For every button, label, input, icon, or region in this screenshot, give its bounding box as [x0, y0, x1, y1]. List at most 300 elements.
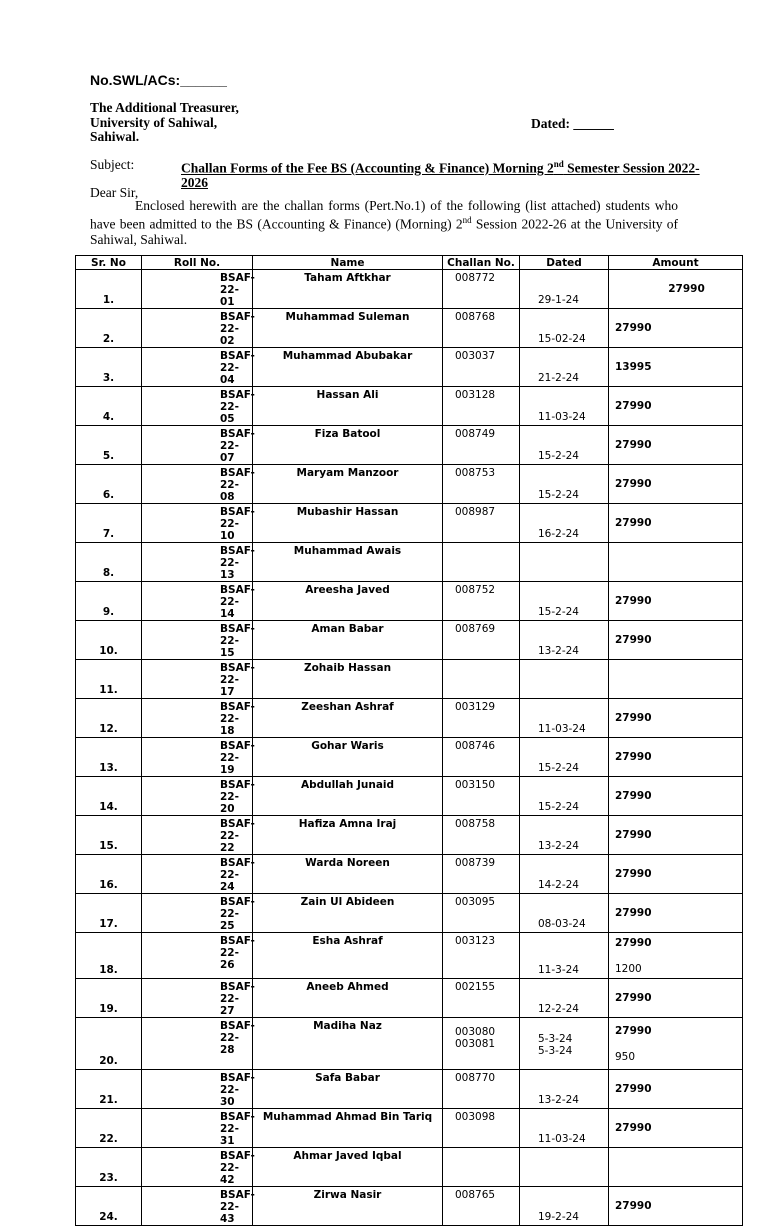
- table-body: [76, 270, 743, 1226]
- amount-value: 27990: [615, 517, 652, 529]
- student-name: Madiha Naz: [313, 1020, 382, 1032]
- date-value: 16-2-24: [538, 528, 579, 540]
- cell-dated: [520, 855, 609, 894]
- date-value: 13-2-24: [538, 645, 579, 657]
- cell-sr-no: [76, 738, 142, 777]
- cell-roll-no: [142, 894, 253, 933]
- roll-no: BSAF-22-08: [220, 467, 255, 503]
- roll-no: BSAF-22-27: [220, 981, 255, 1017]
- challan-no: 008753: [455, 467, 496, 479]
- student-name: Areesha Javed: [305, 584, 390, 596]
- cell-roll-no: [142, 660, 253, 699]
- cell-roll-no: [142, 504, 253, 543]
- student-name: Aman Babar: [311, 623, 384, 635]
- cell-sr-no: [76, 699, 142, 738]
- cell-dated: [520, 777, 609, 816]
- subject-text: [181, 157, 701, 191]
- table-row: [76, 504, 743, 543]
- student-name: Hassan Ali: [316, 389, 379, 401]
- date-value: 13-2-24: [538, 1094, 579, 1106]
- student-name: Gohar Waris: [311, 740, 384, 752]
- table-row: [76, 387, 743, 426]
- cell-roll-no: [142, 1070, 253, 1109]
- cell-name: [253, 894, 443, 933]
- cell-sr-no: [76, 465, 142, 504]
- cell-dated: [520, 1018, 609, 1070]
- sr-no: 22.: [99, 1133, 118, 1145]
- student-name: Fiza Batool: [314, 428, 381, 440]
- cell-amount: [609, 1148, 743, 1187]
- cell-sr-no: [76, 1109, 142, 1148]
- amount-value: 27990: [668, 283, 705, 295]
- cell-sr-no: [76, 387, 142, 426]
- date-value: 11-3-24: [538, 964, 579, 976]
- cell-roll-no: [142, 933, 253, 979]
- addressee-line: Sahiwal.: [90, 129, 140, 144]
- table-row: [76, 979, 743, 1018]
- cell-name: [253, 621, 443, 660]
- cell-challan-no: [443, 582, 520, 621]
- cell-sr-no: [76, 816, 142, 855]
- roll-no: BSAF-22-28: [220, 1020, 255, 1056]
- sr-no: 17.: [99, 918, 118, 930]
- student-name: Zain Ul Abideen: [300, 896, 395, 908]
- cell-name: [253, 816, 443, 855]
- cell-amount: [609, 465, 743, 504]
- date-value: 15-2-24: [538, 762, 579, 774]
- challan-no: 008739: [455, 857, 496, 869]
- cell-sr-no: [76, 348, 142, 387]
- sr-no: 9.: [102, 606, 115, 618]
- roll-no: BSAF-22-31: [220, 1111, 255, 1147]
- challan-no: 008752: [455, 584, 496, 596]
- cell-sr-no: [76, 979, 142, 1018]
- subject-superscript: nd: [553, 159, 564, 169]
- cell-name: [253, 1070, 443, 1109]
- table-row: [76, 543, 743, 582]
- cell-challan-no: [443, 348, 520, 387]
- amount-value: 27990: [615, 1122, 652, 1134]
- column-header: Roll No.: [142, 256, 253, 270]
- date-value: 12-2-24: [538, 1003, 579, 1015]
- cell-dated: [520, 933, 609, 979]
- amount-value: 27990: [615, 790, 652, 802]
- student-name: Muhammad Awais: [293, 545, 402, 557]
- sr-no: 12.: [99, 723, 118, 735]
- sr-no: 15.: [99, 840, 118, 852]
- amount-value: 27990: [615, 751, 652, 763]
- table-row: [76, 894, 743, 933]
- table-row: [76, 933, 743, 979]
- cell-name: [253, 660, 443, 699]
- cell-name: [253, 426, 443, 465]
- cell-dated: [520, 309, 609, 348]
- challan-no: 003081: [455, 1038, 496, 1050]
- amount-value: 27990: [615, 595, 652, 607]
- roll-no: BSAF-22-24: [220, 857, 255, 893]
- sr-no: 1.: [102, 294, 115, 306]
- cell-name: [253, 1018, 443, 1070]
- date-value: 15-2-24: [538, 606, 579, 618]
- amount-value: 27990: [615, 907, 652, 919]
- cell-challan-no: [443, 738, 520, 777]
- amount-value: 27990: [615, 634, 652, 646]
- sr-no: 13.: [99, 762, 118, 774]
- sr-no: 8.: [102, 567, 115, 579]
- table-row: [76, 1109, 743, 1148]
- challan-no: 008746: [455, 740, 496, 752]
- amount-value: 27990: [615, 829, 652, 841]
- cell-dated: [520, 1187, 609, 1226]
- cell-name: [253, 504, 443, 543]
- cell-roll-no: [142, 387, 253, 426]
- sr-no: 20.: [99, 1055, 118, 1067]
- cell-challan-no: [443, 699, 520, 738]
- sr-no: 19.: [99, 1003, 118, 1015]
- cell-amount: [609, 621, 743, 660]
- table-row: [76, 1148, 743, 1187]
- sr-no: 23.: [99, 1172, 118, 1184]
- cell-sr-no: [76, 426, 142, 465]
- cell-sr-no: [76, 543, 142, 582]
- roll-no: BSAF-22-01: [220, 272, 255, 308]
- date-value: 15-2-24: [538, 801, 579, 813]
- cell-challan-no: [443, 387, 520, 426]
- letter-body: [90, 198, 678, 247]
- cell-dated: [520, 426, 609, 465]
- subject-label: Subject:: [90, 157, 135, 172]
- cell-amount: [609, 1070, 743, 1109]
- table-row: [76, 738, 743, 777]
- challan-no: 003129: [455, 701, 496, 713]
- cell-dated: [520, 582, 609, 621]
- cell-roll-no: [142, 1187, 253, 1226]
- date-value: 08-03-24: [538, 918, 586, 930]
- cell-roll-no: [142, 309, 253, 348]
- amount-value: 27990: [615, 400, 652, 412]
- cell-dated: [520, 738, 609, 777]
- cell-challan-no: [443, 465, 520, 504]
- challan-no: 003128: [455, 389, 496, 401]
- cell-name: [253, 348, 443, 387]
- sr-no: 14.: [99, 801, 118, 813]
- cell-name: [253, 543, 443, 582]
- date-value: 21-2-24: [538, 372, 579, 384]
- student-name: Muhammad Suleman: [285, 311, 410, 323]
- cell-challan-no: [443, 933, 520, 979]
- roll-no: BSAF-22-07: [220, 428, 255, 464]
- sr-no: 24.: [99, 1211, 118, 1223]
- cell-dated: [520, 1070, 609, 1109]
- cell-amount: [609, 699, 743, 738]
- column-header: Amount: [609, 256, 743, 270]
- cell-roll-no: [142, 777, 253, 816]
- amount-value: 27990: [615, 322, 652, 334]
- cell-dated: [520, 387, 609, 426]
- salutation: Dear Sir,: [90, 185, 139, 200]
- sr-no: 3.: [102, 372, 115, 384]
- cell-sr-no: [76, 270, 142, 309]
- roll-no: BSAF-22-04: [220, 350, 255, 386]
- roll-no: BSAF-22-05: [220, 389, 255, 425]
- student-name: Esha Ashraf: [312, 935, 383, 947]
- cell-dated: [520, 270, 609, 309]
- challan-no: 008749: [455, 428, 496, 440]
- challan-no: 003080: [455, 1026, 496, 1038]
- sr-no: 10.: [99, 645, 118, 657]
- cell-dated: [520, 699, 609, 738]
- date-value: 15-2-24: [538, 489, 579, 501]
- cell-sr-no: [76, 894, 142, 933]
- roll-no: BSAF-22-25: [220, 896, 255, 932]
- cell-challan-no: [443, 504, 520, 543]
- roll-no: BSAF-22-26: [220, 935, 255, 971]
- table-row: [76, 699, 743, 738]
- sr-no: 4.: [102, 411, 115, 423]
- sr-no: 21.: [99, 1094, 118, 1106]
- subject-text-part: Semester Session 2022-2026: [181, 160, 700, 190]
- cell-challan-no: [443, 1070, 520, 1109]
- cell-sr-no: [76, 1187, 142, 1226]
- roll-no: BSAF-22-17: [220, 662, 255, 698]
- challan-no: 003098: [455, 1111, 496, 1123]
- table-row: [76, 426, 743, 465]
- amount-value: 27990: [615, 712, 652, 724]
- reference-number: No.SWL/ACs:______: [90, 72, 227, 88]
- cell-roll-no: [142, 1109, 253, 1148]
- column-header: Name: [253, 256, 443, 270]
- cell-roll-no: [142, 543, 253, 582]
- cell-name: [253, 1148, 443, 1187]
- challan-no: 003095: [455, 896, 496, 908]
- sr-no: 16.: [99, 879, 118, 891]
- addressee-line: The Additional Treasurer,: [90, 100, 239, 115]
- table-row: [76, 465, 743, 504]
- cell-name: [253, 387, 443, 426]
- cell-amount: [609, 426, 743, 465]
- cell-sr-no: [76, 933, 142, 979]
- challan-no: 008765: [455, 1189, 496, 1201]
- challan-no: 008758: [455, 818, 496, 830]
- body-superscript: nd: [462, 215, 472, 225]
- cell-amount: [609, 504, 743, 543]
- cell-name: [253, 979, 443, 1018]
- roll-no: BSAF-22-15: [220, 623, 255, 659]
- cell-roll-no: [142, 426, 253, 465]
- cell-roll-no: [142, 465, 253, 504]
- sr-no: 7.: [102, 528, 115, 540]
- cell-amount: [609, 309, 743, 348]
- amount-value: 27990: [615, 992, 652, 1004]
- amount-value: 27990: [615, 439, 652, 451]
- student-name: Maryam Manzoor: [296, 467, 399, 479]
- table-header-row: [76, 256, 743, 270]
- cell-challan-no: [443, 1187, 520, 1226]
- cell-amount: [609, 543, 743, 582]
- date-value: 11-03-24: [538, 1133, 586, 1145]
- cell-sr-no: [76, 660, 142, 699]
- cell-challan-no: [443, 426, 520, 465]
- cell-challan-no: [443, 979, 520, 1018]
- table-row: [76, 660, 743, 699]
- roll-no: BSAF-22-30: [220, 1072, 255, 1108]
- roll-no: BSAF-22-18: [220, 701, 255, 737]
- roll-no: BSAF-22-10: [220, 506, 255, 542]
- roll-no: BSAF-22-22: [220, 818, 255, 854]
- cell-dated: [520, 543, 609, 582]
- sr-no: 2.: [102, 333, 115, 345]
- cell-roll-no: [142, 1018, 253, 1070]
- student-name: Hafiza Amna Iraj: [298, 818, 397, 830]
- student-name: Ahmar Javed Iqbal: [293, 1150, 402, 1162]
- amount-value: 27990: [615, 1083, 652, 1095]
- student-name: Muhammad Ahmad Bin Tariq: [262, 1111, 433, 1123]
- student-name: Mubashir Hassan: [296, 506, 399, 518]
- student-name: Muhammad Abubakar: [282, 350, 413, 362]
- cell-amount: [609, 738, 743, 777]
- student-name: Warda Noreen: [305, 857, 390, 869]
- addressee-block: [90, 101, 239, 145]
- cell-roll-no: [142, 816, 253, 855]
- cell-sr-no: [76, 855, 142, 894]
- cell-roll-no: [142, 979, 253, 1018]
- student-name: Aneeb Ahmed: [306, 981, 389, 993]
- table-row: [76, 1070, 743, 1109]
- challan-no: 003150: [455, 779, 496, 791]
- cell-name: [253, 933, 443, 979]
- cell-challan-no: [443, 309, 520, 348]
- cell-dated: [520, 504, 609, 543]
- cell-amount: [609, 660, 743, 699]
- challan-no: 008772: [455, 272, 496, 284]
- student-name: Zirwa Nasir: [313, 1189, 382, 1201]
- cell-amount: [609, 777, 743, 816]
- table-row: [76, 309, 743, 348]
- cell-name: [253, 1187, 443, 1226]
- cell-name: [253, 309, 443, 348]
- cell-roll-no: [142, 582, 253, 621]
- cell-dated: [520, 621, 609, 660]
- cell-name: [253, 582, 443, 621]
- cell-amount: [609, 348, 743, 387]
- cell-roll-no: [142, 738, 253, 777]
- cell-amount: [609, 894, 743, 933]
- date-value: 14-2-24: [538, 879, 579, 891]
- cell-roll-no: [142, 1148, 253, 1187]
- student-name: Taham Aftkhar: [304, 272, 391, 284]
- cell-dated: [520, 660, 609, 699]
- amount-value: 13995: [615, 361, 652, 373]
- cell-dated: [520, 348, 609, 387]
- cell-roll-no: [142, 699, 253, 738]
- cell-amount: [609, 933, 743, 979]
- cell-sr-no: [76, 1148, 142, 1187]
- table-row: [76, 1018, 743, 1070]
- roll-no: BSAF-22-19: [220, 740, 255, 776]
- sr-no: 18.: [99, 964, 118, 976]
- cell-challan-no: [443, 894, 520, 933]
- column-header: Sr. No: [76, 256, 142, 270]
- cell-name: [253, 270, 443, 309]
- cell-sr-no: [76, 1018, 142, 1070]
- cell-name: [253, 699, 443, 738]
- cell-dated: [520, 1109, 609, 1148]
- table-row: [76, 621, 743, 660]
- cell-challan-no: [443, 777, 520, 816]
- cell-amount: [609, 855, 743, 894]
- amount-value: 27990: [615, 478, 652, 490]
- table-row: [76, 855, 743, 894]
- cell-name: [253, 465, 443, 504]
- sr-no: 5.: [102, 450, 115, 462]
- cell-name: [253, 855, 443, 894]
- cell-challan-no: [443, 1109, 520, 1148]
- challan-no: 002155: [455, 981, 496, 993]
- cell-sr-no: [76, 504, 142, 543]
- addressee-line: University of Sahiwal,: [90, 114, 218, 130]
- challan-table: [75, 255, 743, 1226]
- cell-roll-no: [142, 855, 253, 894]
- date-value: 5-3-24: [538, 1045, 573, 1057]
- date-value: 15-2-24: [538, 450, 579, 462]
- roll-no: BSAF-22-20: [220, 779, 255, 815]
- date-value: 29-1-24: [538, 294, 579, 306]
- cell-challan-no: [443, 855, 520, 894]
- cell-amount: [609, 979, 743, 1018]
- cell-sr-no: [76, 777, 142, 816]
- cell-challan-no: [443, 816, 520, 855]
- subject-text-part: Challan Forms of the Fee BS (Accounting & Finance) Morning 2: [181, 160, 554, 176]
- table-row: [76, 777, 743, 816]
- challan-no: 008770: [455, 1072, 496, 1084]
- date-value: 15-02-24: [538, 333, 586, 345]
- cell-amount: [609, 1018, 743, 1070]
- challan-no: 003123: [455, 935, 496, 947]
- cell-challan-no: [443, 1018, 520, 1070]
- cell-amount: [609, 816, 743, 855]
- challan-no: 008768: [455, 311, 496, 323]
- cell-name: [253, 738, 443, 777]
- cell-amount: [609, 582, 743, 621]
- sr-no: 6.: [102, 489, 115, 501]
- cell-amount: [609, 270, 743, 309]
- table-row: [76, 270, 743, 309]
- cell-amount: [609, 1109, 743, 1148]
- amount-value: 27990: [615, 868, 652, 880]
- cell-dated: [520, 894, 609, 933]
- roll-no: BSAF-22-02: [220, 311, 255, 347]
- table-row: [76, 348, 743, 387]
- roll-no: BSAF-22-43: [220, 1189, 255, 1225]
- amount-value: 27990: [615, 1024, 652, 1037]
- cell-amount: [609, 1187, 743, 1226]
- cell-dated: [520, 465, 609, 504]
- cell-challan-no: [443, 660, 520, 699]
- cell-dated: [520, 979, 609, 1018]
- cell-challan-no: [443, 543, 520, 582]
- student-name: Zeeshan Ashraf: [301, 701, 394, 713]
- date-value: 5-3-24: [538, 1033, 573, 1045]
- amount-value: 27990: [615, 1200, 652, 1212]
- cell-challan-no: [443, 1148, 520, 1187]
- cell-amount: [609, 387, 743, 426]
- column-header: Challan No.: [443, 256, 520, 270]
- body-text-part: Session 2022-26 at the University of Sahiwal, Sahiwal.: [90, 216, 678, 247]
- cell-roll-no: [142, 270, 253, 309]
- date-value: 11-03-24: [538, 723, 586, 735]
- student-name: Safa Babar: [315, 1072, 380, 1084]
- cell-dated: [520, 1148, 609, 1187]
